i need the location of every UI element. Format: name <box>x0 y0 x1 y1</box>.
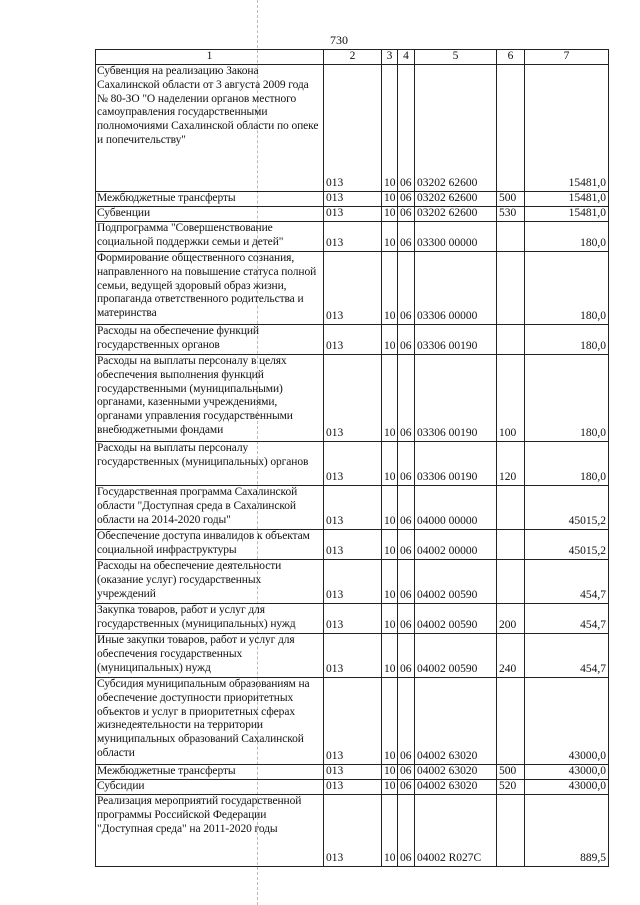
admin-code: 013 <box>324 252 382 325</box>
table-row <box>96 207 609 222</box>
table-row <box>96 252 609 325</box>
section-code: 10 <box>382 795 398 867</box>
expense-type-code <box>497 325 525 355</box>
target-article-code: 04002 00590 <box>415 604 497 634</box>
target-article-code: 04002 63020 <box>415 678 497 765</box>
expense-type-code: 200 <box>497 604 525 634</box>
subsection-code: 06 <box>398 634 415 678</box>
section-code: 10 <box>382 560 398 604</box>
section-code: 10 <box>382 65 398 192</box>
expense-type-code <box>497 65 525 192</box>
expense-type-code <box>497 795 525 867</box>
table-row <box>96 604 609 634</box>
row-name: Субвенции <box>96 207 324 222</box>
section-code: 10 <box>382 780 398 795</box>
subsection-code: 06 <box>398 207 415 222</box>
amount: 15481,0 <box>525 192 609 207</box>
subsection-code: 06 <box>398 325 415 355</box>
table-row <box>96 634 609 678</box>
expense-type-code <box>497 252 525 325</box>
section-code: 10 <box>382 765 398 780</box>
section-code: 10 <box>382 486 398 530</box>
admin-code: 013 <box>324 486 382 530</box>
row-name: Расходы на обеспечение деятельности (оказание услуг) государственных учреждений <box>96 560 324 604</box>
subsection-code: 06 <box>398 355 415 442</box>
expense-type-code <box>497 560 525 604</box>
section-code: 10 <box>382 325 398 355</box>
subsection-code: 06 <box>398 222 415 252</box>
row-name: Обеспечение доступа инвалидов к объектам социальной инфраструктуры <box>96 530 324 560</box>
expense-type-code: 530 <box>497 207 525 222</box>
amount: 180,0 <box>525 252 609 325</box>
target-article-code: 03306 00190 <box>415 355 497 442</box>
admin-code: 013 <box>324 765 382 780</box>
subsection-code: 06 <box>398 530 415 560</box>
table-row <box>96 192 609 207</box>
admin-code: 013 <box>324 780 382 795</box>
column-header: 6 <box>497 50 525 65</box>
amount: 180,0 <box>525 442 609 486</box>
section-code: 10 <box>382 192 398 207</box>
column-number-row <box>96 50 609 65</box>
expense-type-code <box>497 486 525 530</box>
section-code: 10 <box>382 604 398 634</box>
row-name: Межбюджетные трансферты <box>96 765 324 780</box>
target-article-code: 03300 00000 <box>415 222 497 252</box>
target-article-code: 04002 00590 <box>415 560 497 604</box>
expense-type-code <box>497 222 525 252</box>
table-row <box>96 678 609 765</box>
subsection-code: 06 <box>398 604 415 634</box>
row-name: Субвенция на реализацию Закона Сахалинской области от 3 августа 2009 года № 80-ЗО "О наделении органов местного самоуправления государственными полномочиями Сахалинской области по опеке и попечительству" <box>96 65 324 192</box>
table-row <box>96 765 609 780</box>
admin-code: 013 <box>324 222 382 252</box>
amount: 15481,0 <box>525 207 609 222</box>
budget-table <box>95 49 609 867</box>
row-name: Закупка товаров, работ и услуг для государственных (муниципальных) нужд <box>96 604 324 634</box>
amount: 180,0 <box>525 325 609 355</box>
subsection-code: 06 <box>398 442 415 486</box>
expense-type-code: 120 <box>497 442 525 486</box>
section-code: 10 <box>382 442 398 486</box>
table-row <box>96 65 609 192</box>
admin-code: 013 <box>324 442 382 486</box>
admin-code: 013 <box>324 207 382 222</box>
amount: 45015,2 <box>525 530 609 560</box>
table-row <box>96 222 609 252</box>
row-name: Межбюджетные трансферты <box>96 192 324 207</box>
admin-code: 013 <box>324 678 382 765</box>
table-row <box>96 530 609 560</box>
column-header: 5 <box>415 50 497 65</box>
table-row <box>96 442 609 486</box>
expense-type-code: 500 <box>497 765 525 780</box>
target-article-code: 04002 R027С <box>415 795 497 867</box>
amount: 454,7 <box>525 604 609 634</box>
target-article-code: 03202 62600 <box>415 192 497 207</box>
target-article-code: 04002 00590 <box>415 634 497 678</box>
amount: 889,5 <box>525 795 609 867</box>
admin-code: 013 <box>324 355 382 442</box>
table-row <box>96 355 609 442</box>
column-header: 4 <box>398 50 415 65</box>
section-code: 10 <box>382 222 398 252</box>
subsection-code: 06 <box>398 486 415 530</box>
subsection-code: 06 <box>398 65 415 192</box>
amount: 15481,0 <box>525 65 609 192</box>
admin-code: 013 <box>324 325 382 355</box>
section-code: 10 <box>382 678 398 765</box>
amount: 43000,0 <box>525 780 609 795</box>
admin-code: 013 <box>324 65 382 192</box>
target-article-code: 03306 00190 <box>415 325 497 355</box>
column-header: 2 <box>324 50 382 65</box>
row-name: Иные закупки товаров, работ и услуг для обеспечения государственных (муниципальных) нужд <box>96 634 324 678</box>
row-name: Субсидии <box>96 780 324 795</box>
admin-code: 013 <box>324 560 382 604</box>
page-number: 730 <box>330 33 348 47</box>
target-article-code: 03202 62600 <box>415 65 497 192</box>
expense-type-code: 500 <box>497 192 525 207</box>
row-name: Расходы на выплаты персоналу в целях обеспечения выполнения функций государственными (муниципальными) органами, казенными учреждениями, органами управления государственными внебюджетными фондами <box>96 355 324 442</box>
admin-code: 013 <box>324 795 382 867</box>
subsection-code: 06 <box>398 560 415 604</box>
row-name: Подпрограмма "Совершенствование социальной поддержки семьи и детей" <box>96 222 324 252</box>
section-code: 10 <box>382 252 398 325</box>
section-code: 10 <box>382 207 398 222</box>
subsection-code: 06 <box>398 765 415 780</box>
subsection-code: 06 <box>398 252 415 325</box>
table-row <box>96 780 609 795</box>
target-article-code: 04002 63020 <box>415 765 497 780</box>
target-article-code: 04002 00000 <box>415 530 497 560</box>
target-article-code: 03306 00000 <box>415 252 497 325</box>
section-code: 10 <box>382 355 398 442</box>
table-row <box>96 486 609 530</box>
expense-type-code <box>497 678 525 765</box>
admin-code: 013 <box>324 530 382 560</box>
subsection-code: 06 <box>398 192 415 207</box>
admin-code: 013 <box>324 604 382 634</box>
target-article-code: 04002 63020 <box>415 780 497 795</box>
amount: 43000,0 <box>525 765 609 780</box>
amount: 454,7 <box>525 560 609 604</box>
expense-type-code: 100 <box>497 355 525 442</box>
column-header: 1 <box>96 50 324 65</box>
target-article-code: 03306 00190 <box>415 442 497 486</box>
row-name: Реализация мероприятий государственной программы Российской Федерации "Доступная среда" на 2011-2020 годы <box>96 795 324 867</box>
expense-type-code: 240 <box>497 634 525 678</box>
admin-code: 013 <box>324 634 382 678</box>
amount: 454,7 <box>525 634 609 678</box>
admin-code: 013 <box>324 192 382 207</box>
expense-type-code: 520 <box>497 780 525 795</box>
table-row <box>96 560 609 604</box>
subsection-code: 06 <box>398 795 415 867</box>
table-row <box>96 325 609 355</box>
amount: 45015,2 <box>525 486 609 530</box>
amount: 180,0 <box>525 222 609 252</box>
amount: 43000,0 <box>525 678 609 765</box>
target-article-code: 04000 00000 <box>415 486 497 530</box>
row-name: Формирование общественного сознания, направленного на повышение статуса полной семьи, ведущей здоровый образ жизни, пропаганда ответственного родительства и материнства <box>96 252 324 325</box>
expense-type-code <box>497 530 525 560</box>
row-name: Расходы на выплаты персоналу государственных (муниципальных) органов <box>96 442 324 486</box>
table-row <box>96 795 609 867</box>
section-code: 10 <box>382 530 398 560</box>
row-name: Государственная программа Сахалинской области "Доступная среда в Сахалинской области на 2014-2020 годы" <box>96 486 324 530</box>
section-code: 10 <box>382 634 398 678</box>
column-header: 3 <box>382 50 398 65</box>
row-name: Расходы на обеспечение функций государственных органов <box>96 325 324 355</box>
row-name: Субсидия муниципальным образованиям на обеспечение доступности приоритетных объектов и услуг в приоритетных сферах жизнедеятельности на территории муниципальных образований Сахалинской области <box>96 678 324 765</box>
subsection-code: 06 <box>398 780 415 795</box>
column-header: 7 <box>525 50 609 65</box>
target-article-code: 03202 62600 <box>415 207 497 222</box>
amount: 180,0 <box>525 355 609 442</box>
subsection-code: 06 <box>398 678 415 765</box>
